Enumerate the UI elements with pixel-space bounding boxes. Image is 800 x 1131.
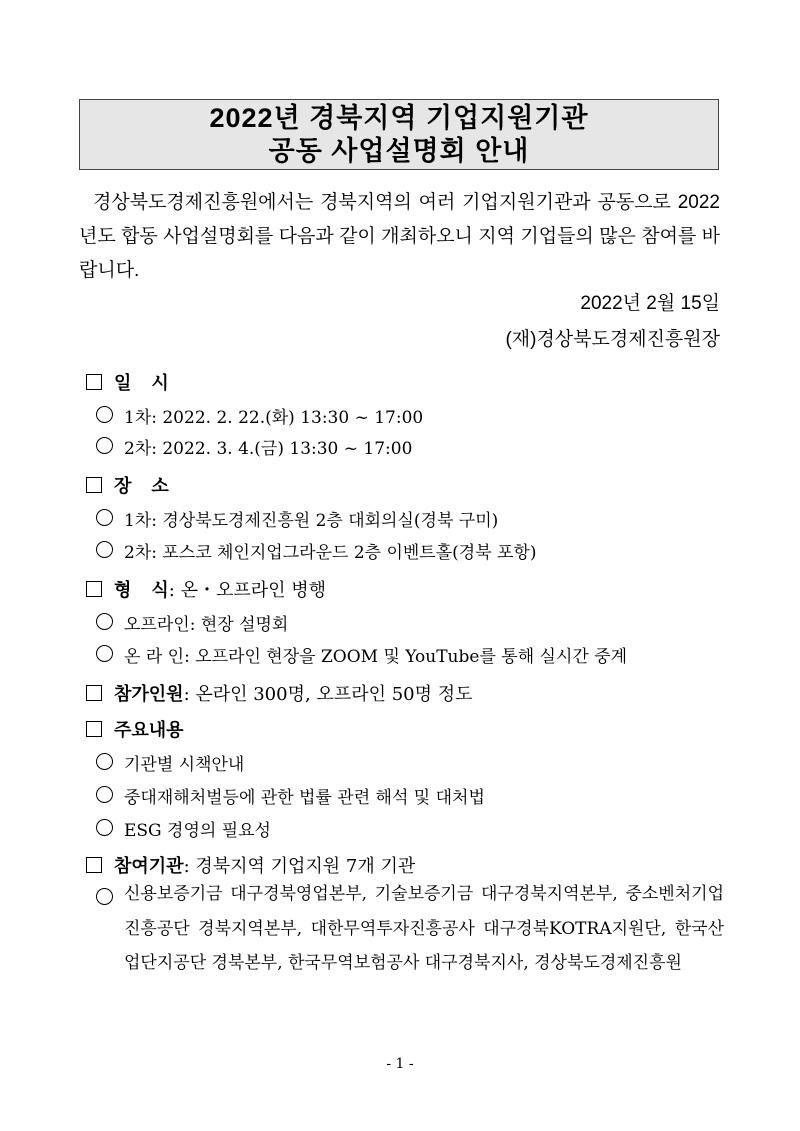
list-item [96, 783, 485, 808]
circle-bullet-icon [96, 645, 113, 662]
section-format [86, 576, 326, 602]
title-line-2: 공동 사업설명회 안내 [268, 135, 530, 166]
section-value: : 경북지역 기업지원 7개 기관 [183, 856, 416, 877]
section-participants [86, 680, 473, 706]
item-text: 오프라인: 현장 설명회 [124, 615, 289, 635]
checkbox-square-icon [86, 721, 102, 737]
section-schedule [86, 369, 169, 395]
list-item [96, 884, 724, 981]
circle-bullet-icon [96, 541, 113, 558]
issuer-name: (재)경상북도경제진흥원장 [505, 329, 720, 350]
circle-bullet-icon [96, 753, 113, 770]
section-venue [86, 472, 169, 498]
title-box [79, 99, 719, 170]
circle-bullet-icon [96, 509, 113, 526]
section-value: : 온라인 300명, 오프라인 50명 정도 [183, 684, 473, 705]
checkbox-square-icon [86, 374, 102, 390]
checkbox-square-icon [86, 477, 102, 493]
item-text: ESG 경영의 필요성 [124, 821, 271, 841]
notice-date: 2022년 2월 15일 [580, 293, 720, 314]
list-item [96, 642, 627, 667]
item-text: 1차: 경상북도경제진흥원 2층 대회의실(경북 구미) [124, 511, 499, 531]
item-text: 2차: 포스코 체인지업그라운드 2층 이벤트홀(경북 포항) [124, 543, 537, 563]
list-item [96, 434, 412, 459]
section-contents [86, 716, 184, 742]
title-line-1: 2022년 경북지역 기업지원기관 [209, 102, 589, 133]
section-label: 형 식 [114, 580, 169, 600]
section-value: : 온・오프라인 병행 [168, 580, 327, 601]
circle-bullet-icon [96, 819, 113, 836]
item-text: 온 라 인: 오프라인 현장을 ZOOM 및 YouTube를 통해 실시간 중계 [124, 647, 628, 667]
intro-text: 경상북도경제진흥원에서는 경북지역의 여러 기업지원기관과 공동으로 2022년도 합동 사업설명회를 다음과 같이 개최하오니 지역 기업들의 많은 참여를 바랍니다. [79, 192, 720, 281]
section-institutions [86, 852, 415, 878]
checkbox-square-icon [86, 581, 102, 597]
section-label: 참여기관 [114, 856, 184, 876]
list-item [96, 816, 271, 841]
circle-bullet-icon [96, 437, 113, 454]
circle-bullet-icon [96, 888, 113, 905]
section-label: 주요내용 [114, 720, 184, 740]
section-label: 참가인원 [114, 684, 184, 704]
list-item [96, 403, 423, 428]
circle-bullet-icon [96, 786, 113, 803]
checkbox-square-icon [86, 685, 102, 701]
section-label: 일 시 [114, 373, 169, 393]
list-item [96, 610, 288, 635]
item-text: 신용보증기금 대구경북영업본부, 기술보증기금 대구경북지역본부, 중소벤처기업진흥공단 경북지역본부, 대한무역투자진흥공사 대구경북KOTRA지원단, 한국산업단지공단 경북본부, 한국무역보험공사 대구경북지사, 경상북도경제진흥원 [124, 884, 724, 973]
page-number: - 1 - [386, 1056, 414, 1072]
circle-bullet-icon [96, 613, 113, 630]
list-item [96, 506, 498, 531]
circle-bullet-icon [96, 406, 113, 423]
list-item [96, 538, 537, 563]
item-text: 1차: 2022. 2. 22.(화) 13:30 ~ 17:00 [124, 408, 424, 428]
checkbox-square-icon [86, 857, 102, 873]
intro-paragraph [79, 186, 720, 288]
item-text: 중대재해처벌등에 관한 법률 관련 해석 및 대처법 [124, 788, 485, 808]
item-text: 기관별 시책안내 [124, 755, 245, 775]
section-label: 장 소 [114, 476, 169, 496]
item-text: 2차: 2022. 3. 4.(금) 13:30 ~ 17:00 [124, 439, 413, 459]
list-item [96, 750, 244, 775]
